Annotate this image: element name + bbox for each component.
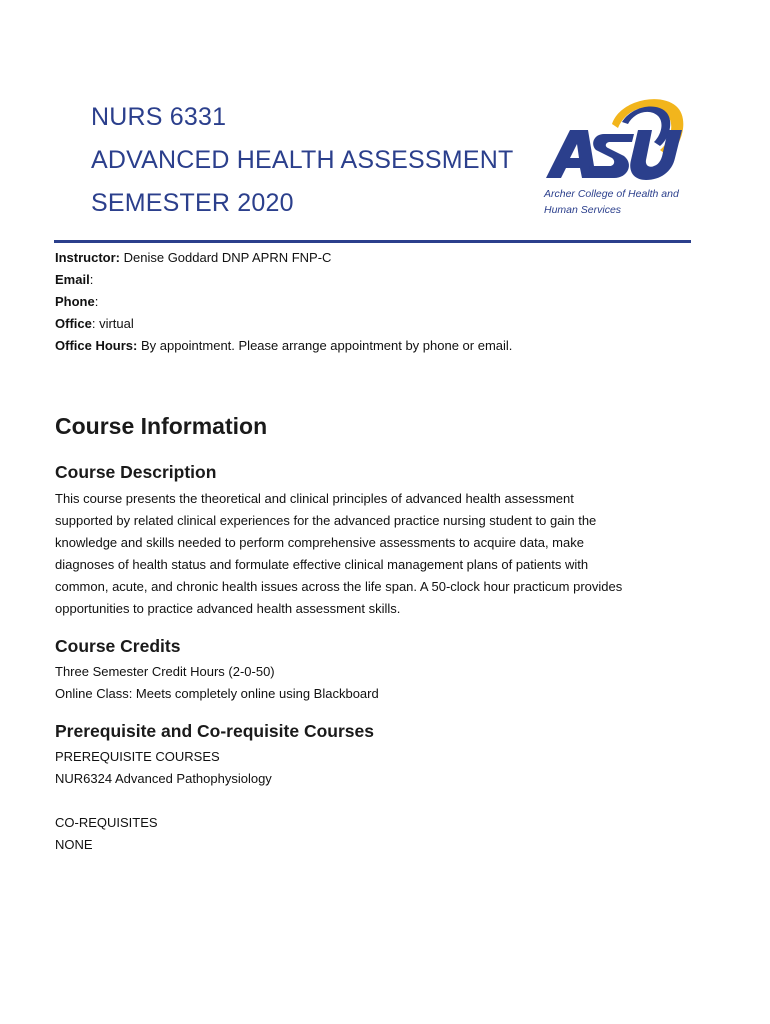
college-name xyxy=(544,186,694,218)
office-hours-label: Office Hours: xyxy=(55,338,138,353)
phone-value: : xyxy=(94,294,99,309)
course-credits-heading: Course Credits xyxy=(55,636,181,656)
credits-line: Three Semester Credit Hours (2-0-50) xyxy=(55,664,275,679)
course-semester: SEMESTER 2020 xyxy=(91,189,294,217)
college-name-line-1: Archer College of Health and xyxy=(544,188,679,200)
credits-line: Online Class: Meets completely online using Blackboard xyxy=(55,686,379,701)
prerequisite-line: PREREQUISITE COURSES xyxy=(55,749,220,764)
office-hours-value: By appointment. Please arrange appointment by phone or email. xyxy=(137,338,513,353)
office-label: Office xyxy=(55,316,92,331)
corequisites-text xyxy=(55,812,670,856)
prerequisite-line: NUR6324 Advanced Pathophysiology xyxy=(55,771,272,786)
course-description-text xyxy=(55,488,670,620)
course-name: ADVANCED HEALTH ASSESSMENT xyxy=(91,146,514,174)
corequisite-line: CO-REQUISITES xyxy=(55,815,158,830)
description-line: diagnoses of health status and formulate effective clinical management plans of patients with xyxy=(55,557,589,572)
description-line: supported by related clinical experiences for the advanced practice nursing student to gain the xyxy=(55,513,597,528)
email-value: : xyxy=(89,272,94,287)
description-line: common, acute, and chronic health issues across the life span. A 50-clock hour practicum provides xyxy=(55,579,623,594)
college-name-line-2: Human Services xyxy=(544,204,622,216)
phone-row xyxy=(55,291,512,313)
course-description-heading: Course Description xyxy=(55,462,217,482)
prerequisites-text xyxy=(55,746,670,790)
email-row xyxy=(55,269,512,291)
course-credits-text xyxy=(55,661,670,705)
corequisite-line: NONE xyxy=(55,837,93,852)
course-title-block xyxy=(91,96,513,225)
description-line: This course presents the theoretical and clinical principles of advanced health assessment xyxy=(55,491,574,506)
instructor-value: Denise Goddard DNP APRN FNP-C xyxy=(120,250,332,265)
contact-info xyxy=(55,247,512,357)
prerequisites-heading: Prerequisite and Co-requisite Courses xyxy=(55,721,374,741)
office-value: : virtual xyxy=(91,316,134,331)
office-row xyxy=(55,313,512,335)
course-information-heading: Course Information xyxy=(55,413,268,439)
instructor-label: Instructor: xyxy=(55,250,120,265)
description-line: opportunities to practice advanced health assessment skills. xyxy=(55,601,401,616)
phone-label: Phone xyxy=(55,294,95,309)
instructor-row xyxy=(55,247,512,269)
asu-logo xyxy=(542,94,692,219)
asu-logo-mark xyxy=(542,94,692,186)
description-line: knowledge and skills needed to perform comprehensive assessments to acquire data, make xyxy=(55,535,584,550)
course-code: NURS 6331 xyxy=(91,103,227,131)
header-divider xyxy=(54,240,691,243)
email-label: Email xyxy=(55,272,90,287)
office-hours-row xyxy=(55,335,512,357)
